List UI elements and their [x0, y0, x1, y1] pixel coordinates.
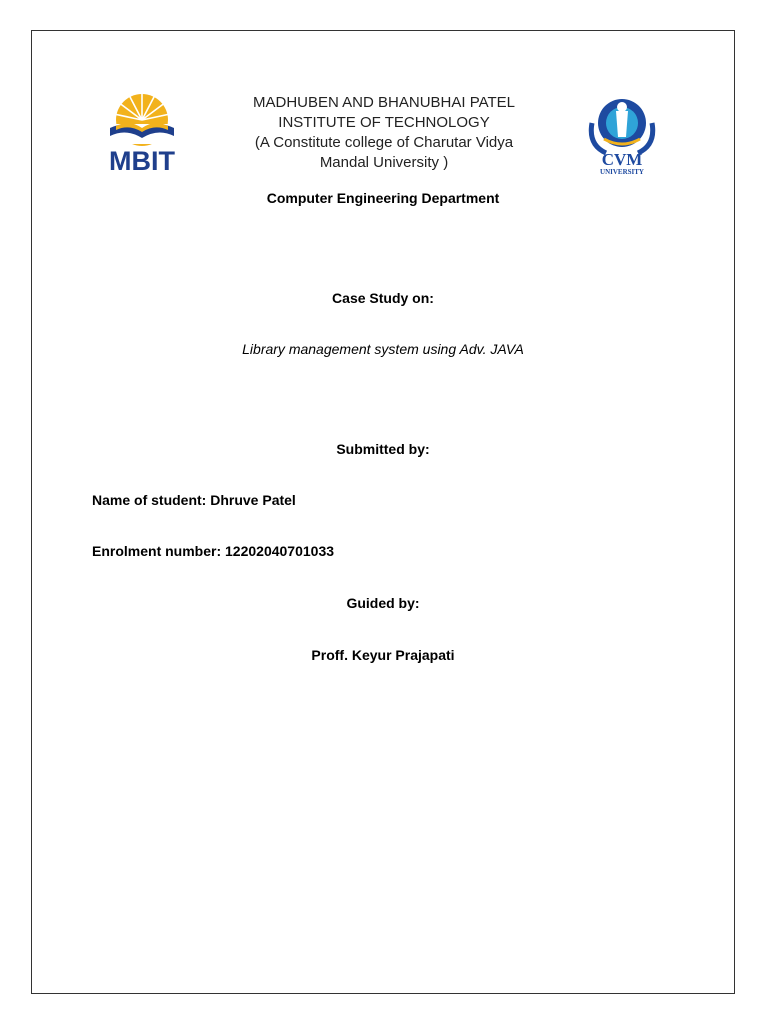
guide-name: Proff. Keyur Prajapati: [311, 647, 455, 663]
institute-line-2: INSTITUTE OF TECHNOLOGY: [278, 114, 490, 131]
cvm-logo-text: CVM: [601, 150, 643, 169]
institute-line-4: Mandal University ): [319, 154, 449, 171]
enrolment-number: Enrolment number: 12202040701033: [92, 543, 335, 559]
mbit-logo-text: MBIT: [109, 146, 175, 176]
institute-line-1: MADHUBEN AND BHANUBHAI PATEL: [253, 94, 515, 111]
cvm-emblem-icon: [591, 99, 652, 153]
guided-by-label: Guided by:: [346, 595, 420, 611]
submitted-by-label: Submitted by:: [336, 441, 430, 457]
cvm-logo-subtext: UNIVERSITY: [600, 168, 644, 176]
department-title: Computer Engineering Department: [266, 190, 500, 206]
document-page: [31, 30, 735, 994]
student-name: Name of student: Dhruve Patel: [92, 492, 296, 508]
cvm-logo: [580, 93, 664, 179]
institute-header: [212, 93, 556, 173]
case-study-title: Library management system using Adv. JAVA: [242, 341, 524, 357]
institute-line-3: (A Constitute college of Charutar Vidya: [254, 134, 514, 151]
mbit-logo: [96, 86, 188, 178]
case-study-label: Case Study on:: [332, 290, 434, 306]
